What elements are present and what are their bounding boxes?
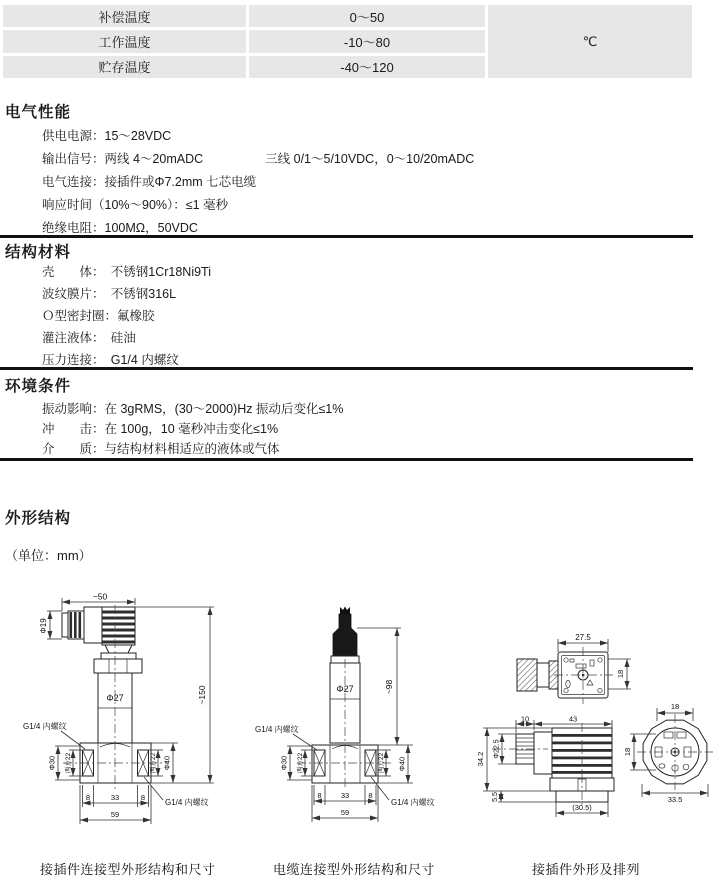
dim-flange-right: Φ40 xyxy=(397,756,407,772)
dim-flats-right: 两方22 xyxy=(150,752,157,774)
dim-face-width: 18 xyxy=(670,702,680,711)
dim-connector-width: 27.5 xyxy=(575,633,591,642)
figure-caption-connector-views: 接插件外形及排列 xyxy=(532,862,641,877)
table-row-label: 贮存温度 xyxy=(3,56,246,78)
dim-seg-left: 8 xyxy=(85,793,91,802)
dim-face-across: 33.5 xyxy=(667,795,683,804)
dim-connector-pitch: 18 xyxy=(616,669,625,679)
table-row-value: 0～50 xyxy=(249,5,485,27)
thread-label-top: G1/4 内螺纹 xyxy=(23,722,67,731)
dimension-annotations xyxy=(255,628,435,822)
spec-line: 振动影响：在 3gRMS，(30～2000)Hz 振动后变化≤1% xyxy=(42,402,344,416)
electrical-items xyxy=(42,125,474,240)
thread-label-top: G1/4 内螺纹 xyxy=(255,725,299,734)
connector-views-drawing xyxy=(470,593,720,860)
dim-top-width: ~50 xyxy=(92,593,108,602)
section-title-outline: 外形结构 xyxy=(5,510,72,527)
connector-side-view xyxy=(476,715,614,818)
spec-line: 电气连接：接插件或Φ7.2mm 七芯电缆 xyxy=(42,175,257,189)
table-unit-cell: ℃ xyxy=(488,5,692,78)
environment-items xyxy=(42,399,343,459)
dim-flange-left: Φ30 xyxy=(47,755,57,771)
section-title-electrical: 电气性能 xyxy=(5,104,72,121)
dim-flange-left: Φ30 xyxy=(279,755,289,771)
dimension-annotations xyxy=(23,607,214,824)
dim-flats-right: 两方22 xyxy=(378,752,385,774)
spec-line: 灌注液体： 硅油 xyxy=(42,331,136,345)
dim-body-diameter: Φ27 xyxy=(106,693,124,703)
connector-top-view xyxy=(517,633,631,704)
dim-seg-mid: 33 xyxy=(110,793,120,802)
spec-line: 壳 体： 不锈钢1Cr18Ni9Ti xyxy=(42,265,212,279)
spec-line: 介 质：与结构材料相适应的液体或气体 xyxy=(42,442,280,456)
spec-line xyxy=(42,148,474,171)
figure-caption-connector-type: 接插件连接型外形结构和尺寸 xyxy=(40,862,216,877)
dim-body-diameter: Φ27 xyxy=(336,684,354,694)
spec-line: Ｏ型密封圈：氟橡胶 xyxy=(42,309,155,323)
table-row-value: -40～120 xyxy=(249,56,485,78)
section-divider xyxy=(0,235,693,238)
spec-line: 响应时间（10%～90%）：≤1 毫秒 xyxy=(42,198,229,212)
section-divider xyxy=(0,367,693,370)
dim-seg-right: 8 xyxy=(368,791,373,800)
dim-seg-left: 8 xyxy=(317,791,322,800)
dim-seg-right: 8 xyxy=(140,793,146,802)
materials-items xyxy=(42,261,211,371)
cable-type-outline-drawing xyxy=(245,593,465,855)
dim-seg-mid: 33 xyxy=(340,791,350,800)
dim-face-left: 18 xyxy=(623,747,632,757)
dim-stub-length: 10 xyxy=(520,714,530,724)
table-row-label: 补偿温度 xyxy=(3,5,246,27)
thread-label-bottom: G1/4 内螺纹 xyxy=(391,798,435,807)
thread-label-bottom: G1/4 内螺纹 xyxy=(165,798,209,807)
section-divider xyxy=(0,458,693,461)
spec-line-right: 三线 0/1～5/10VDC，0～10/20mADC xyxy=(265,152,475,166)
dim-total-width: 59 xyxy=(110,810,120,819)
dim-base-height: 5.5 xyxy=(492,792,499,802)
dim-thread-diameter: Φ22.5 xyxy=(493,739,501,759)
connector-type-outline-drawing xyxy=(5,593,230,855)
section-title-environment: 环境条件 xyxy=(5,378,72,395)
temperature-spec-table xyxy=(3,5,692,78)
dim-base-width: (30.5) xyxy=(572,803,592,812)
dim-plug-diameter: Φ19 xyxy=(39,618,48,634)
dim-flats-left: 两方22 xyxy=(297,752,304,774)
table-row-label: 工作温度 xyxy=(3,30,246,52)
spec-line-left: 输出信号：两线 4～20mADC xyxy=(42,152,204,166)
dim-flats-left: 两方22 xyxy=(65,752,72,774)
spec-line: 供电电源：15～28VDC xyxy=(42,129,172,143)
spec-line: 压力连接： G1/4 内螺纹 xyxy=(42,353,179,367)
dim-body-length: 43 xyxy=(568,714,578,724)
dim-total-width: 59 xyxy=(340,808,350,817)
figure-connector-views-drawing xyxy=(470,593,720,860)
dim-total-height: ~150 xyxy=(197,685,207,705)
figure-caption-cable-type: 电缆连接型外形结构和尺寸 xyxy=(273,862,436,877)
figure-cable-type-drawing xyxy=(245,593,465,855)
connector-face-view xyxy=(623,702,713,804)
dim-total-height: 34.2 xyxy=(476,751,485,767)
section-title-materials: 结构材料 xyxy=(5,244,72,261)
dim-flange-right: Φ40 xyxy=(162,755,172,771)
spec-line: 波纹膜片： 不锈钢316L xyxy=(42,287,177,301)
figure-connector-type-drawing xyxy=(5,593,230,855)
spec-line: 冲 击：在 100g，10 毫秒冲击变化≤1% xyxy=(42,422,279,436)
spec-line: 绝缘电阻：100MΩ，50VDC xyxy=(42,221,198,235)
dim-total-height: ~98 xyxy=(384,679,394,695)
unit-note: （单位：mm） xyxy=(5,548,92,563)
table-row-value: -10～80 xyxy=(249,30,485,52)
